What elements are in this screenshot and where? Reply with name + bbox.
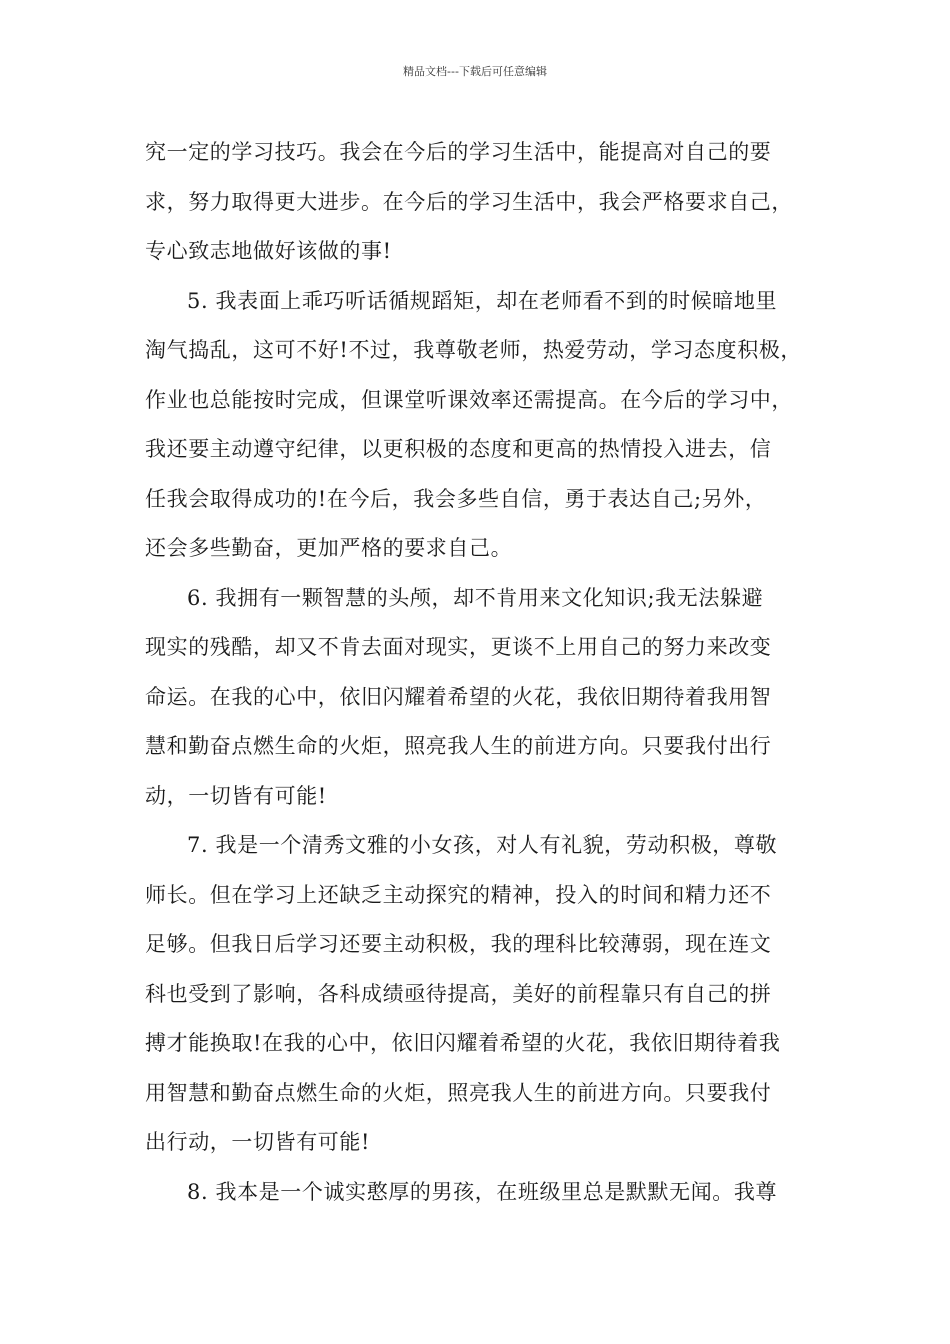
paragraph-7-start: 7. 我是一个清秀文雅的小女孩，对人有礼貌，劳动积极，尊敬 xyxy=(187,833,778,857)
document-body xyxy=(145,128,807,1217)
paragraph-5-start: 5. 我表面上乖巧听话循规蹈矩，却在老师看不到的时候暗地里 xyxy=(187,288,778,313)
text-line: 慧和勤奋点燃生命的火炬，照亮我人生的前进方向。只要我付出行 xyxy=(145,734,772,758)
paragraph-6-start: 6. 我拥有一颗智慧的头颅，却不肯用来文化知识;我无法躲避 xyxy=(187,585,764,610)
text-line: 出行动，一切皆有可能! xyxy=(145,1130,371,1154)
text-line: 还会多些勤奋，更加严格的要求自己。 xyxy=(145,536,513,560)
text-line: 现实的残酷，却又不肯去面对现实，更谈不上用自己的努力来改变 xyxy=(145,635,772,659)
text-line: 搏才能换取!在我的心中，依旧闪耀着希望的火花，我依旧期待着我 xyxy=(145,1031,781,1055)
text-line: 用智慧和勤奋点燃生命的火炬，照亮我人生的前进方向。只要我付 xyxy=(145,1080,772,1105)
text-line: 命运。在我的心中，依旧闪耀着希望的火花，我依旧期待着我用智 xyxy=(145,684,772,709)
text-line: 动，一切皆有可能! xyxy=(145,783,327,808)
text-line: 淘气捣乱，这可不好!不过，我尊敬老师，热爱劳动，学习态度积极， xyxy=(145,338,803,362)
text-line: 专心致志地做好该做的事! xyxy=(145,239,392,263)
paragraph-8-start: 8. 我本是一个诚实憨厚的男孩，在班级里总是默默无闻。我尊 xyxy=(187,1179,778,1204)
text-line: 我还要主动遵守纪律，以更积极的态度和更高的热情投入进去，信 xyxy=(145,437,772,461)
text-line: 科也受到了影响，各科成绩亟待提高，美好的前程靠只有自己的拼 xyxy=(145,981,772,1006)
text-line: 求，努力取得更大进步。在今后的学习生活中，我会严格要求自己， xyxy=(145,189,793,214)
text-line: 任我会取得成功的!在今后，我会多些自信，勇于表达自己;另外， xyxy=(145,486,767,511)
text-line: 作业也总能按时完成，但课堂听课效率还需提高。在今后的学习中， xyxy=(145,387,793,412)
text-line: 足够。但我日后学习还要主动积极，我的理科比较薄弱，现在连文 xyxy=(145,932,772,956)
text-line: 师长。但在学习上还缺乏主动探究的精神，投入的时间和精力还不 xyxy=(145,882,772,907)
page-header: 精品文档---下载后可任意编辑 xyxy=(403,65,547,78)
text-line: 究一定的学习技巧。我会在今后的学习生活中，能提高对自己的要 xyxy=(145,140,772,164)
